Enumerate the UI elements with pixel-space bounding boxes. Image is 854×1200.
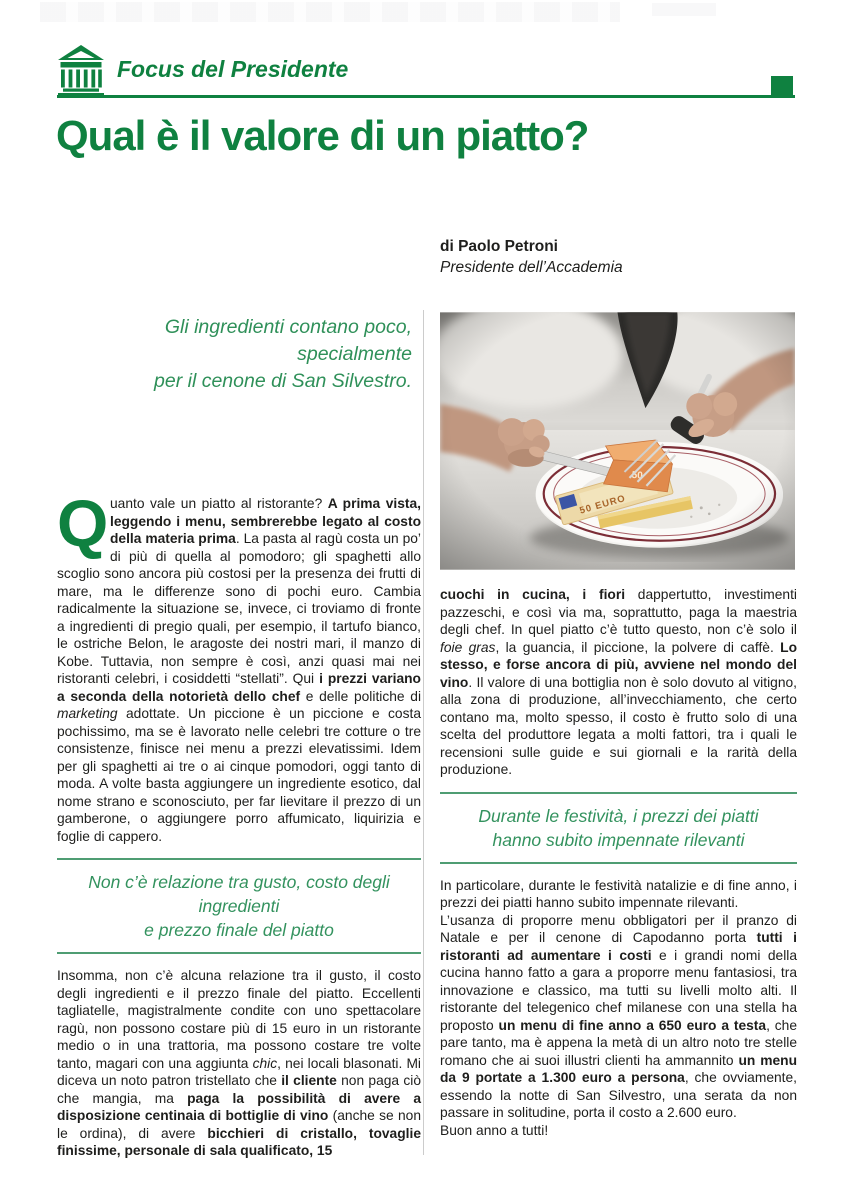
money-plate-photo — [440, 312, 795, 570]
dropcap-q: Q — [57, 486, 109, 560]
byline — [440, 236, 623, 278]
pull-quote-line: hanno subito impennate rilevanti — [492, 829, 745, 850]
section-label: Focus del Presidente — [117, 56, 349, 82]
left-column — [57, 486, 422, 1160]
paragraph: cuochi in cucina, i fiori dappertutto, investimenti pazzeschi, e così via ma, soprattutto, paga la maestria degli chef. In quel piatto c’è tutto questo, non c’è solo il foie gras, la guancia, il piccione, la polvere di caffè. Lo stesso, e forse ancora di più, avviene nel mondo del vino. Il valore di una bottiglia non è solo dovuto al vitigno, alla zona di produzione, all’invecchiamento, che certo contano ma, molto spesso, il costo è frutto solo di una scelta del produttore legata a molti fattori, tra i quali le recensioni sulle guide e sui giornali e la rarità della produzione. — [440, 587, 797, 777]
paragraph: L’usanza di proporre menu obbligatori per il pranzo di Natale e per il cenone di Capodanno porta tutti i ristoranti ad aumentare i costi e i grandi nomi della cucina hanno fatto a gara a proporre menu fantasiosi, tra innovazione e classico, ma tutti su livelli molto alti. Il ristorante del telegenico chef milanese con una stella ha proposto un menu di fine anno a 650 euro a testa, che pare tanto, ma è appena la metà di un altro noto tre stelle romano che ai suoi illustri clienti ha ammannito un menu da 9 portate a 1.300 euro a persona, che ovviamente, essendo la notte di San Silvestro, una serata da non passare in solitudine, porta il costo a 2.600 euro. — [440, 912, 798, 1120]
top-edge-print-bleed-fragment — [652, 3, 716, 16]
closing-line: Buon anno a tutti! — [440, 1122, 549, 1138]
page-title: Qual è il valore di un piatto? — [56, 112, 589, 159]
paragraph: In particolare, durante le festività natalizie e di fine anno, i prezzi dei piatti hanno subito impennate rilevanti. — [440, 877, 797, 910]
byline-role: Presidente dell’Accademia — [440, 259, 623, 276]
pull-quote-rule — [57, 858, 421, 860]
header-rule — [57, 95, 795, 98]
lead-pull-quote — [60, 314, 412, 395]
paragraph — [57, 486, 422, 845]
paragraph-text: uanto vale un piatto al ristorante? A prima vista, leggendo i menu, sembrerebbe legato al costo della materia prima. La pasta al ragù costa un po’ di più di quella al pomodoro; gli spaghetti allo scoglio sono ancora più costosi per la presenza dei frutti di mare, ma le differenze sono di pochi euro. Cambia radicalmente la situazione se, invece, ci troviamo di fronte a ingredienti di pregio quali, per esempio, il tartufo bianco, le ostriche Belon, le aragoste dei nostri mari, il manzo di Kobe. Tuttavia, non sempre è così, anzi quasi mai nei ristoranti celebri, i cosiddetti “stellati”. Qui i prezzi variano a seconda della notorietà dello chef e delle politiche di marketing adottate. Un piccione è un piccione e costa pochissimo, ma se è lavorato nelle celebri tre cotture o tre consistenze, finisce nei menu a prezzi elevatissimi. Idem per gli spaghetti ai tre o ai cinque pomodori, oggi tanto di moda. A volte basta aggiungere un ingrediente esotico, dal nome strano e sconosciuto, per far lievitare il prezzo di un gamberone, o aggiungere porro affumicato, liquirizia e foglie di cappero. — [57, 496, 422, 844]
pull-quote-line: e prezzo finale del piatto — [144, 920, 334, 940]
top-edge-print-bleed — [40, 2, 620, 22]
pull-quote-line: Non c’è relazione tra gusto, costo degli ingredienti — [88, 872, 390, 916]
header-corner-square — [771, 76, 793, 96]
column-divider — [423, 310, 424, 1155]
right-column — [440, 586, 797, 1139]
pull-quote-rule — [57, 952, 421, 954]
money-plate-photo-art — [440, 312, 795, 570]
pull-quote-line: Durante le festività, i prezzi dei piatti — [478, 805, 759, 826]
pull-quote-rule — [440, 862, 797, 864]
byline-author: di Paolo Petroni — [440, 238, 558, 255]
mid-pull-quote-left — [57, 870, 421, 942]
lead-pull-quote-line: per il cenone di San Silvestro. — [154, 370, 412, 392]
accademia-temple-icon — [57, 45, 105, 98]
lead-pull-quote-line: Gli ingredienti contano poco, specialmente — [164, 316, 412, 365]
paragraph: Insomma, non c’è alcuna relazione tra il gusto, il costo degli ingredienti e il prezzo finale del piatto. Eccellenti tagliatelle, magistralmente condite con uno spettacolare ragù, non possono costare più di 15 euro in un ristorante medio o in una trattoria, ma possono costare tre volte tanto, magari con una aggiunta chic, nei locali blasonati. Mi diceva un noto patron tristellato che il cliente non paga ciò che mangia, ma paga la possibilità di avere a disposizione centinaia di bottiglie di vino (anche se non le ordina), di avere bicchieri di cristallo, tovaglie finissime, personale di sala qualificato, 15 — [57, 968, 422, 1158]
mid-pull-quote-right — [440, 804, 797, 852]
pull-quote-rule — [440, 792, 797, 794]
